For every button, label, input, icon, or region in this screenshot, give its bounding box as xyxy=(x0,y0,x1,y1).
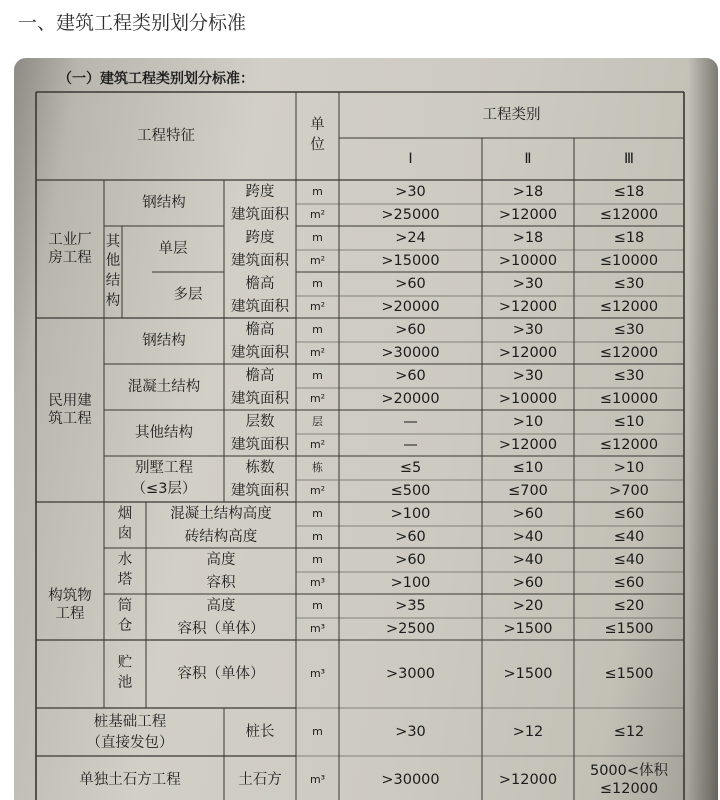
row-feature: 建筑面积 xyxy=(231,206,289,223)
row-feature: 桩长 xyxy=(245,723,275,740)
row-class-2-value: >60 xyxy=(512,505,544,522)
row-class-3-value: ≤12000 xyxy=(599,206,659,223)
row-class-2-value: >12000 xyxy=(498,298,558,315)
row-class-3-value: ≤60 xyxy=(613,574,645,591)
subgroup-other-structure xyxy=(104,226,122,318)
row-class-1-value: >60 xyxy=(395,275,426,292)
row-unit: m³ xyxy=(309,622,326,636)
subgroup-villa-note: （≤3层） xyxy=(131,480,197,497)
subgroup-single-storey: 单层 xyxy=(158,240,188,257)
subgroup-steel: 钢结构 xyxy=(142,194,186,211)
vertical-char: 仓 xyxy=(117,618,133,634)
vertical-char: 贮 xyxy=(117,655,133,672)
row-feature: 跨度 xyxy=(245,229,275,246)
row-feature: 建筑面积 xyxy=(231,252,289,269)
row-class-2-value: >30 xyxy=(512,367,544,384)
row-class-2-value: >1500 xyxy=(503,620,553,637)
subgroup-water-tower xyxy=(104,548,146,594)
row-class-2-value: >18 xyxy=(512,183,544,200)
row-class-2-value: >12 xyxy=(512,723,544,740)
row-class-2-value: >40 xyxy=(512,551,544,568)
row-class-3-value: >10 xyxy=(613,459,645,476)
row-class-1-value: ≤5 xyxy=(399,459,422,476)
row-class-3-value: ≤30 xyxy=(613,275,645,292)
row-class-2-value: >12000 xyxy=(498,771,558,788)
subgroup-multi-storey: 多层 xyxy=(173,286,203,303)
row-unit: m² xyxy=(309,300,326,314)
group-pile: 桩基础工程 xyxy=(93,713,167,730)
row-class-1-value: >60 xyxy=(395,321,426,338)
row-feature: 高度 xyxy=(206,597,236,614)
row-unit: m² xyxy=(309,484,326,498)
row-class-2-value: >10 xyxy=(512,413,544,430)
vertical-char: 塔 xyxy=(117,572,133,588)
row-class-3-value: ≤1500 xyxy=(604,665,654,682)
row-class-2-value: >40 xyxy=(512,528,544,545)
row-class-1-value: >30 xyxy=(395,723,426,740)
vertical-char: 他 xyxy=(105,253,121,270)
row-feature: 檐高 xyxy=(245,367,275,384)
vertical-char: 池 xyxy=(117,675,133,691)
row-class-1-value: >30000 xyxy=(381,771,440,788)
row-class-2-value: >1500 xyxy=(503,665,553,682)
header-unit xyxy=(296,92,339,180)
row-class-3-value: ≤1500 xyxy=(604,620,654,637)
row-class-3-value: ≤18 xyxy=(613,183,645,200)
row-unit: 层 xyxy=(312,415,323,429)
row-unit: m² xyxy=(309,254,326,268)
group-structures: 构筑物工程 xyxy=(48,587,92,622)
row-unit: m² xyxy=(309,438,326,452)
row-class-2-value: >30 xyxy=(512,275,544,292)
row-unit: m² xyxy=(309,392,326,406)
subgroup-reservoir xyxy=(104,640,146,708)
row-class-1-value: >100 xyxy=(390,574,431,591)
row-unit: 栋 xyxy=(312,461,323,475)
row-feature: 建筑面积 xyxy=(231,344,289,361)
row-class-2-value: >12000 xyxy=(498,436,558,453)
header-class-3: Ⅲ xyxy=(624,150,634,167)
vertical-char: 筒 xyxy=(117,598,133,615)
row-class-3-value: ≤12000 xyxy=(599,298,659,315)
group-industrial: 工业厂房工程 xyxy=(48,231,92,266)
row-feature: 建筑面积 xyxy=(231,298,289,315)
row-class-1-value: >60 xyxy=(395,528,426,545)
row-unit: m xyxy=(312,553,323,567)
vertical-char: 其 xyxy=(105,233,121,250)
vertical-char: 囱 xyxy=(117,526,133,542)
vertical-char: 构 xyxy=(105,292,121,309)
row-unit: m xyxy=(312,323,323,337)
subgroup-civil-steel: 钢结构 xyxy=(142,332,186,349)
row-class-2-value: ≤700 xyxy=(508,482,548,499)
row-unit: m xyxy=(312,530,323,544)
row-class-3-value: ≤18 xyxy=(613,229,645,246)
group-earthwork: 单独土石方工程 xyxy=(79,771,181,788)
row-unit: m² xyxy=(309,346,326,360)
row-class-2-value: >10000 xyxy=(498,252,558,269)
row-feature: 土石方 xyxy=(238,771,282,788)
row-class-1-value: >15000 xyxy=(381,252,440,269)
row-feature: 檐高 xyxy=(245,321,275,338)
row-class-1-value: >35 xyxy=(395,597,426,614)
row-class-2-value: ≤10 xyxy=(512,459,544,476)
table-photo xyxy=(14,58,718,800)
subgroup-silo xyxy=(104,594,146,640)
row-class-2-value: >30 xyxy=(512,321,544,338)
row-class-1-value: >30 xyxy=(395,183,426,200)
row-class-1-value: >20000 xyxy=(381,298,440,315)
vertical-char: 水 xyxy=(117,552,133,569)
subgroup-villa: 别墅工程 xyxy=(135,459,193,476)
row-class-1-value: >3000 xyxy=(385,665,436,682)
page-heading: 一、建筑工程类别划分标准 xyxy=(18,12,247,34)
row-class-3-value: ≤12000 xyxy=(599,436,659,453)
row-class-3-value: ≤40 xyxy=(613,551,645,568)
row-unit: m³ xyxy=(309,773,326,787)
header-class-1: Ⅰ xyxy=(408,150,413,167)
row-class-3-value: 5000<体积≤12000 xyxy=(589,762,669,797)
row-feature: 建筑面积 xyxy=(231,482,289,499)
row-class-3-value: ≤12000 xyxy=(599,344,659,361)
vertical-char: 单 xyxy=(310,117,325,134)
row-class-3-value: ≤12 xyxy=(613,723,645,740)
row-class-1-value: >30000 xyxy=(381,344,440,361)
row-class-3-value: ≤10 xyxy=(613,413,645,430)
row-unit: m xyxy=(312,277,323,291)
row-class-2-value: >10000 xyxy=(498,390,558,407)
table-caption: （一）建筑工程类别划分标准： xyxy=(58,71,254,87)
header-class-2: Ⅱ xyxy=(524,150,532,167)
subgroup-concrete: 混凝土结构 xyxy=(127,378,201,395)
row-feature: 容积（单体） xyxy=(177,665,265,682)
row-unit: m xyxy=(312,231,323,245)
row-unit: m xyxy=(312,599,323,613)
row-feature: 建筑面积 xyxy=(231,436,289,453)
header-category: 工程类别 xyxy=(482,106,541,123)
row-class-3-value: ≤40 xyxy=(613,528,645,545)
row-class-1-value: >60 xyxy=(395,367,426,384)
row-class-3-value: ≤60 xyxy=(613,505,645,522)
row-feature: 栋数 xyxy=(245,459,275,476)
row-feature: 层数 xyxy=(245,413,275,430)
row-class-3-value: ≤10000 xyxy=(599,390,659,407)
row-feature: 容积（单体） xyxy=(177,620,265,637)
row-class-1-value: >2500 xyxy=(385,620,436,637)
row-class-1-value: — xyxy=(403,436,418,453)
row-feature: 容积 xyxy=(206,574,236,591)
row-unit: m xyxy=(312,507,323,521)
row-feature: 混凝土结构高度 xyxy=(170,505,272,522)
row-class-3-value: ≤30 xyxy=(613,321,645,338)
row-feature: 高度 xyxy=(206,551,236,568)
row-class-1-value: >20000 xyxy=(381,390,440,407)
subgroup-chimney xyxy=(104,502,146,548)
row-class-1-value: — xyxy=(403,413,418,430)
vertical-char: 烟 xyxy=(117,506,133,523)
row-class-1-value: >100 xyxy=(390,505,431,522)
row-class-1-value: >24 xyxy=(395,229,426,246)
row-class-1-value: >60 xyxy=(395,551,426,568)
row-feature: 建筑面积 xyxy=(231,390,289,407)
row-class-3-value: ≤10000 xyxy=(599,252,659,269)
row-unit: m xyxy=(312,725,323,739)
subgroup-civil-other: 其他结构 xyxy=(135,424,193,441)
row-class-3-value: >700 xyxy=(609,482,649,499)
vertical-char: 位 xyxy=(310,137,325,153)
header-feature: 工程特征 xyxy=(137,127,195,144)
row-class-2-value: >60 xyxy=(512,574,544,591)
row-unit: m xyxy=(312,369,323,383)
row-class-2-value: >18 xyxy=(512,229,544,246)
row-class-2-value: >12000 xyxy=(498,206,558,223)
row-feature: 砖结构高度 xyxy=(184,528,258,545)
row-class-2-value: >12000 xyxy=(498,344,558,361)
row-feature: 檐高 xyxy=(245,275,275,292)
row-unit: m³ xyxy=(309,667,326,681)
row-unit: m² xyxy=(309,208,326,222)
row-class-3-value: ≤30 xyxy=(613,367,645,384)
row-class-1-value: >25000 xyxy=(381,206,440,223)
row-class-2-value: >20 xyxy=(512,597,544,614)
row-feature: 跨度 xyxy=(245,183,275,200)
vertical-char: 结 xyxy=(105,273,121,289)
group-pile-note: （直接发包） xyxy=(86,734,174,751)
group-civil: 民用建筑工程 xyxy=(48,392,92,427)
row-unit: m³ xyxy=(309,576,326,590)
row-class-3-value: ≤20 xyxy=(613,597,645,614)
row-unit: m xyxy=(312,185,323,199)
row-class-1-value: ≤500 xyxy=(390,482,431,499)
